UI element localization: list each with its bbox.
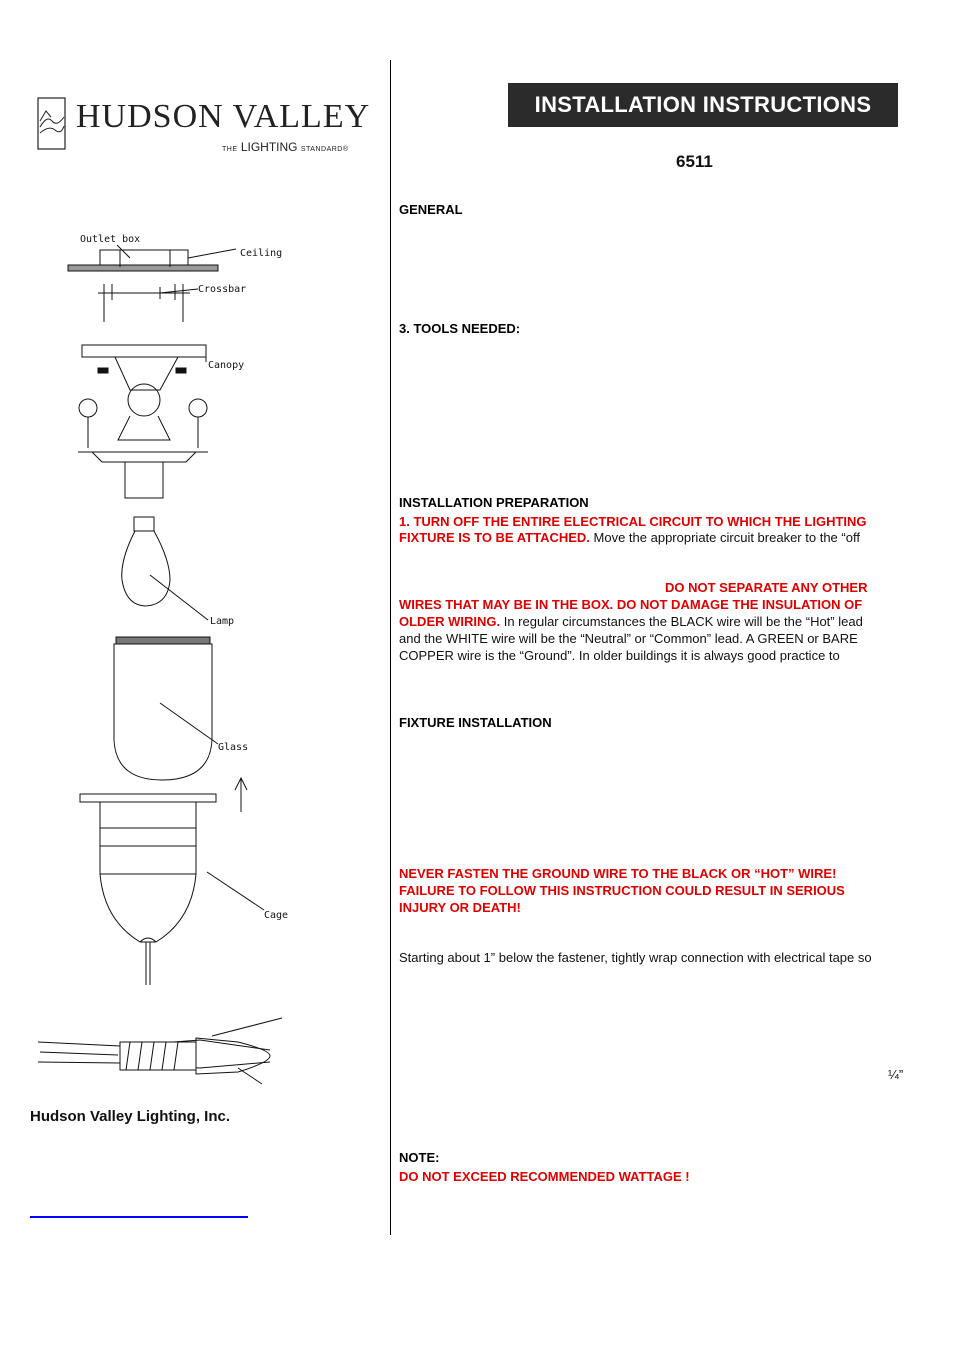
quarter-inch-mark: ¼” xyxy=(888,1067,904,1082)
company-name: Hudson Valley Lighting, Inc. xyxy=(30,1108,231,1125)
fixture-heading: FIXTURE INSTALLATION xyxy=(399,715,552,730)
prep-line-e: COPPER wire is the “Ground”. In older buildings it is always good practice to xyxy=(399,648,840,663)
fixture-diagram xyxy=(0,225,380,1085)
label-ceiling: Ceiling xyxy=(240,248,283,259)
wattage-warning: DO NOT EXCEED RECOMMENDED WATTAGE ! xyxy=(399,1169,690,1184)
label-cage: Cage xyxy=(264,910,289,921)
note-heading: NOTE: xyxy=(399,1150,440,1165)
prep-heading: INSTALLATION PREPARATION xyxy=(399,495,589,510)
label-outlet-box: Outlet box xyxy=(80,234,141,245)
page-title: INSTALLATION INSTRUCTIONS xyxy=(508,83,898,127)
prep-warning-a: DO NOT SEPARATE ANY OTHER xyxy=(665,580,868,595)
brand-tagline: THE LIGHTING STANDARD® xyxy=(222,140,349,154)
label-glass: Glass xyxy=(218,742,249,753)
label-crossbar: Crossbar xyxy=(198,284,247,295)
ground-warning-b: FAILURE TO FOLLOW THIS INSTRUCTION COULD RESULT IN SERIOUS xyxy=(399,883,845,898)
model-number: 6511 xyxy=(676,152,713,171)
tape-instruction: Starting about 1” below the fastener, tightly wrap connection with electrical tape so xyxy=(399,950,872,965)
general-heading: GENERAL xyxy=(399,202,463,217)
mountain-logo-icon xyxy=(37,97,67,151)
ground-warning-c: INJURY OR DEATH! xyxy=(399,900,521,915)
ground-warning-a: NEVER FASTEN THE GROUND WIRE TO THE BLACK OR “HOT” WIRE! xyxy=(399,866,837,881)
prep-warning-b: WIRES THAT MAY BE IN THE BOX. DO NOT DAMAGE THE INSULATION OF xyxy=(399,597,863,612)
label-canopy: Canopy xyxy=(208,360,245,371)
brand-name: HUDSON VALLEY xyxy=(76,98,371,135)
prep-step1-line2: FIXTURE IS TO BE ATTACHED. Move the appropriate circuit breaker to the “off xyxy=(399,530,860,545)
website-link-underline[interactable] xyxy=(30,1216,248,1218)
column-divider xyxy=(390,60,391,1235)
prep-warning-c: OLDER WIRING. In regular circumstances the BLACK wire will be the “Hot” lead xyxy=(399,614,863,629)
prep-line-d: and the WHITE wire will be the “Neutral” or “Common” lead. A GREEN or BARE xyxy=(399,631,858,646)
label-lamp: Lamp xyxy=(210,616,235,627)
tools-heading: 3. TOOLS NEEDED: xyxy=(399,321,521,336)
prep-step1-warning: 1. TURN OFF THE ENTIRE ELECTRICAL CIRCUIT TO WHICH THE LIGHTING xyxy=(399,514,867,529)
